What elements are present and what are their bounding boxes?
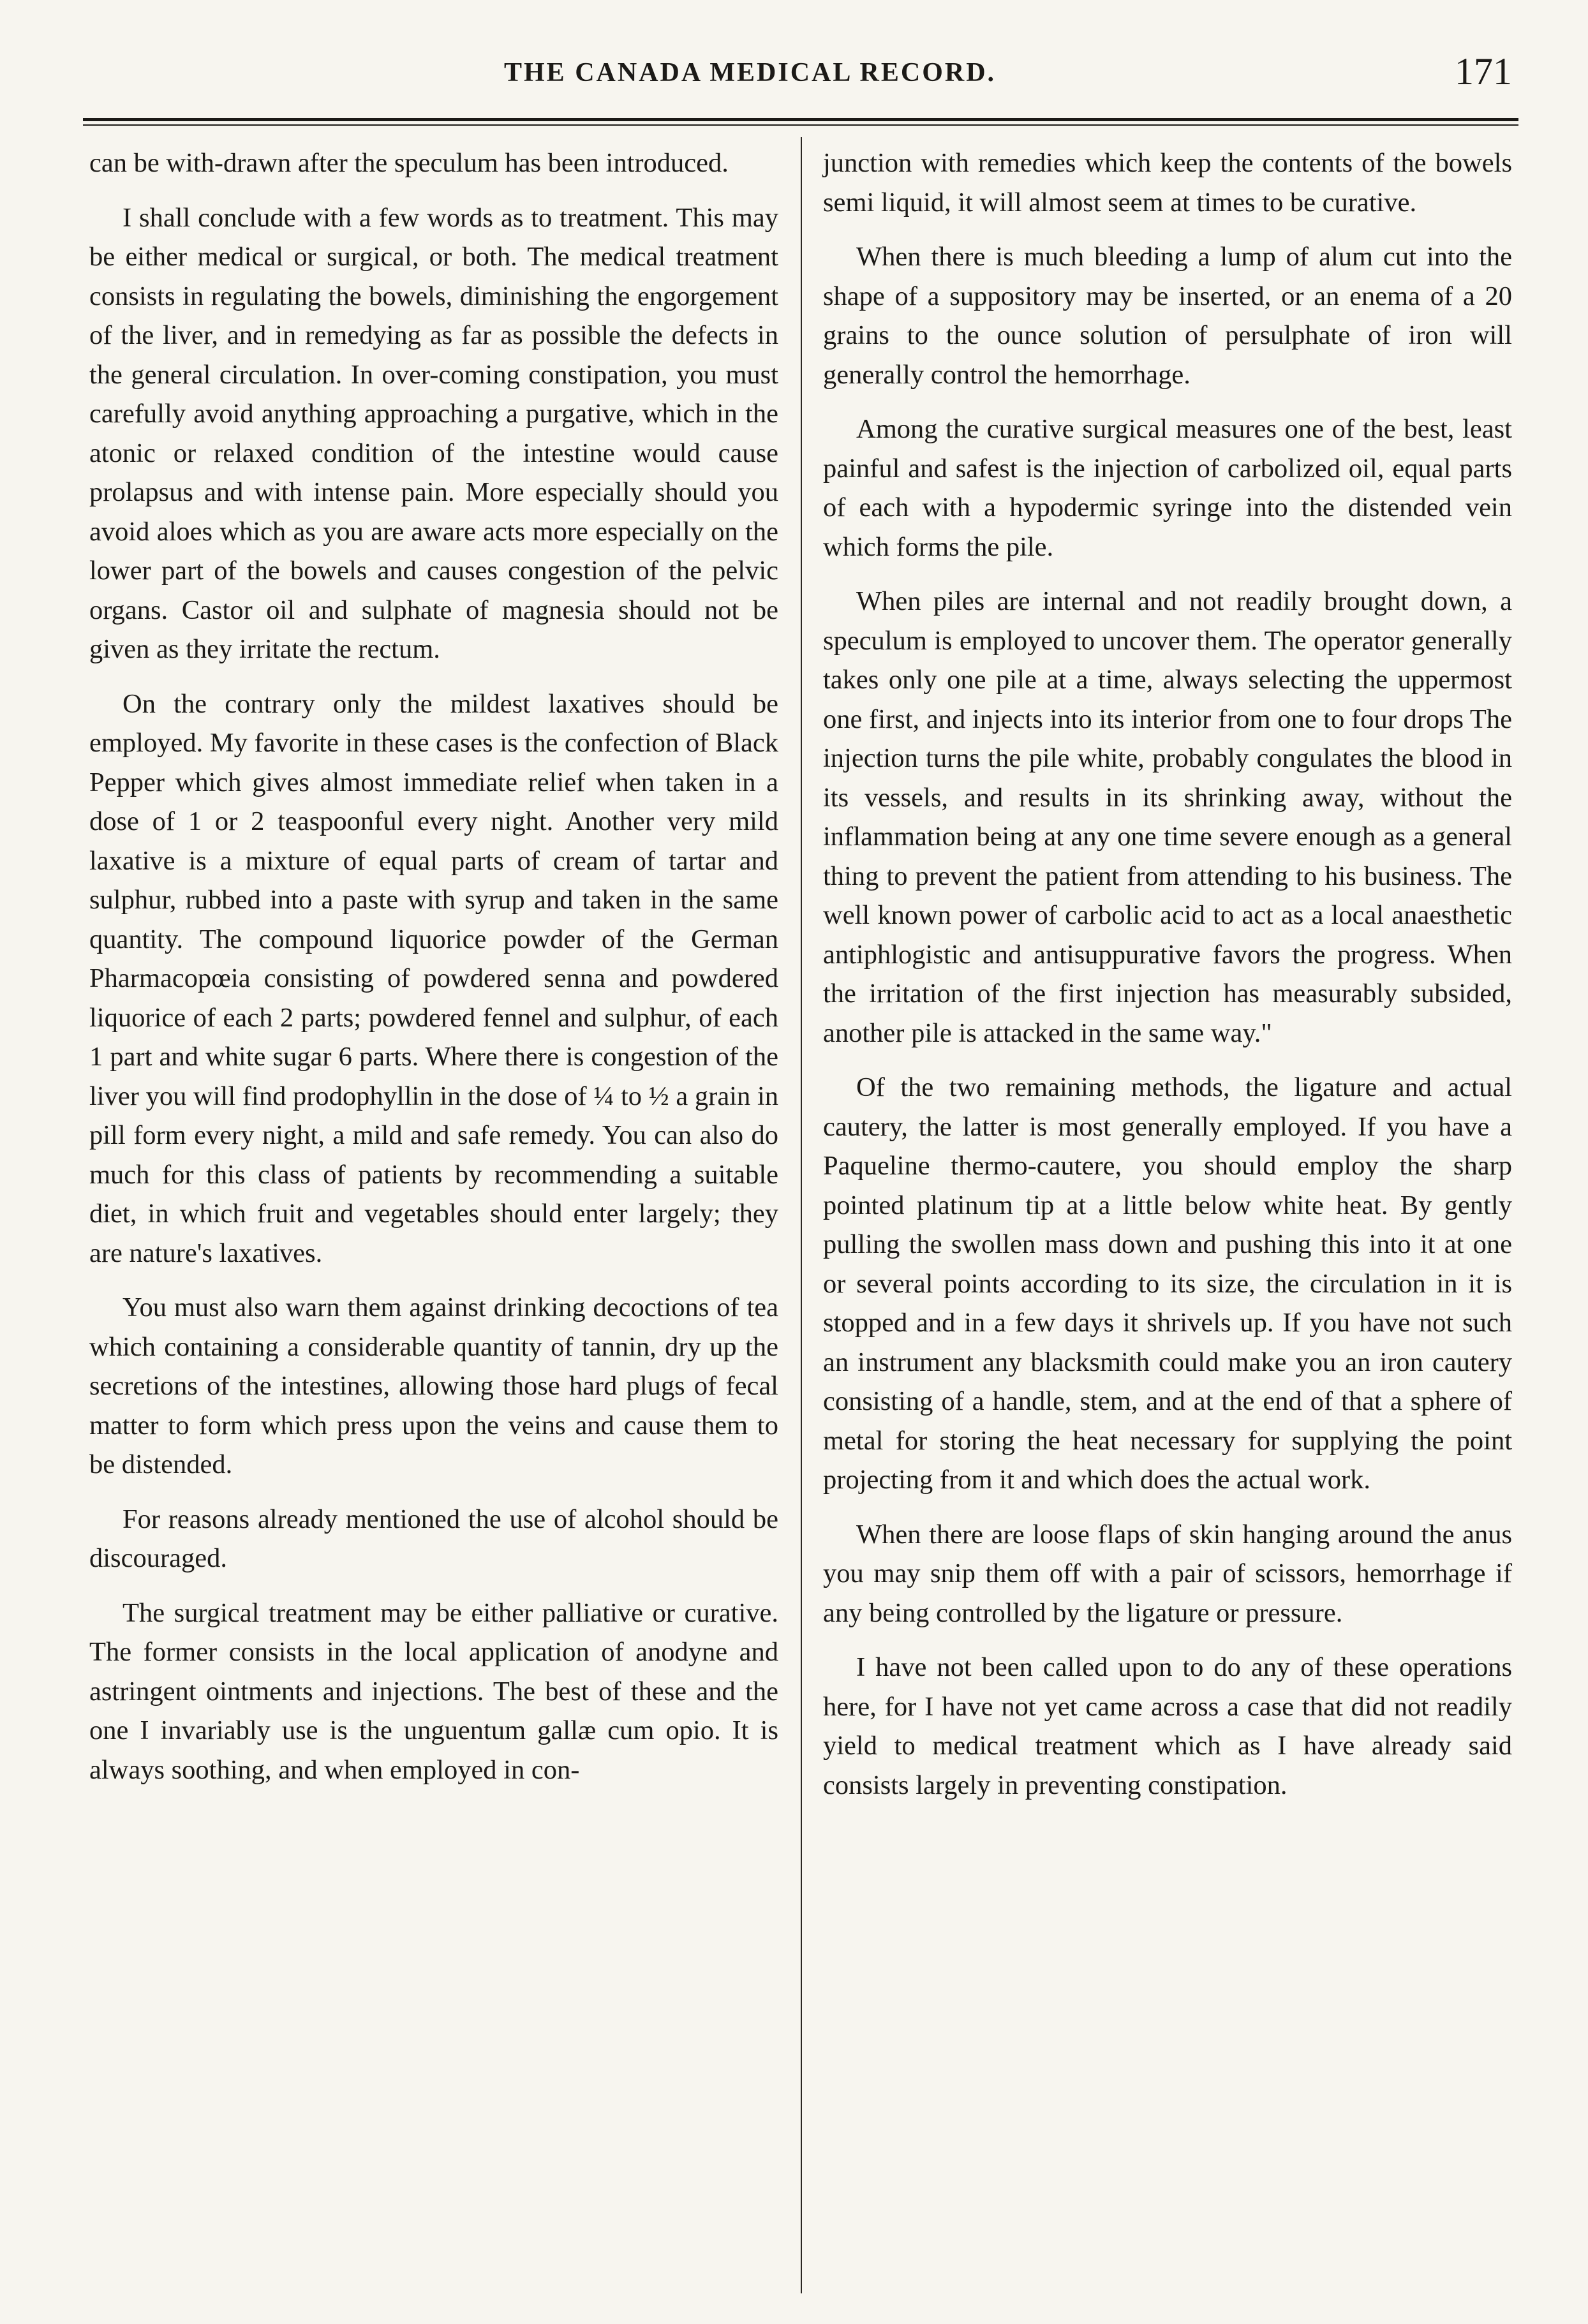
paragraph: When there are loose flaps of skin hanging around the anus you may snip them off with a pair of scissors, hemorrhage if any being controlled by the ligature or pressure. — [823, 1519, 1512, 1628]
paragraph: Among the curative surgical measures one of the best, least painful and safest is the injection of carbolized oil, equal parts of each with a hypodermic syringe into the distended vein which forms the pile. — [823, 414, 1512, 562]
paragraph: When there is much bleeding a lump of alum cut into the shape of a suppository may be inserted, or an enema of a 20 grains to the ounce solution of persulphate of iron will generally control the hemorrhage. — [823, 242, 1512, 390]
header-rule-thin — [83, 124, 1518, 126]
paragraph: can be with-drawn after the speculum has been introduced. — [89, 148, 729, 178]
column-divider — [801, 137, 802, 2293]
journal-title: THE CANADA MEDICAL RECORD. — [504, 58, 997, 87]
running-head — [83, 38, 1518, 108]
paragraph: For reasons already mentioned the use of alcohol should be discouraged. — [89, 1504, 778, 1573]
header-rule-thick — [83, 118, 1518, 121]
left-column — [89, 144, 778, 1805]
paragraph: junction with remedies which keep the contents of the bowels semi liquid, it will almost seem at times to be curative. — [823, 148, 1512, 218]
page-number: 171 — [1455, 50, 1512, 93]
paragraph: I have not been called upon to do any of these operations here, for I have not yet came across a case that did not readily yield to medical treatment which as I have already said consists largely in preventing constipation. — [823, 1652, 1512, 1800]
paragraph: Of the two remaining methods, the ligature and actual cautery, the latter is most generally employed. If you have a Paqueline thermo-cautere, you should employ the sharp pointed platinum tip at a little below white heat. By gently pulling the swollen mass down and pushing this into it at one or several points according to its size, the circulation in it is stopped and in a few days it shrivels up. If you have not such an instrument any blacksmith could make you an iron cautery consisting of a handle, stem, and at the end of that a sphere of metal for storing the heat necessary for supplying the point projecting from it and which does the actual work. — [823, 1072, 1512, 1495]
right-column — [823, 144, 1512, 1820]
paragraph: I shall conclude with a few words as to treatment. This may be either medical or surgical, or both. The medical treatment consists in regulating the bowels, diminishing the engorgement of the liver, and in remedying as far as possible the defects in the general circulation. In over-coming constipation, you must carefully avoid anything approaching a purgative, which in the atonic or relaxed condition of the intestine would cause prolapsus and with intense pain. More especially should you avoid aloes which as you are aware acts more especially on the lower part of the bowels and causes congestion of the pelvic organs. Castor oil and sulphate of magnesia should not be given as they irritate the rectum. — [89, 202, 778, 664]
paragraph: When piles are internal and not readily brought down, a speculum is employed to uncover them. The operator generally takes only one pile at a time, always selecting the uppermost one first, and injects into its interior from one to four drops The injection turns the pile white, probably congulates the blood in its vessels, and results in its shrinking away, without the inflammation being at any one time severe enough as a general thing to prevent the patient from attending to his business. The well known power of carbolic acid to act as a local anaesthetic antiphlogistic and antisuppurative favors the progress. When the irritation of the first injection has measurably subsided, another pile is attacked in the same way." — [823, 586, 1512, 1048]
paragraph: You must also warn them against drinking decoctions of tea which containing a considerable quantity of tannin, dry up the secretions of the intestines, allowing those hard plugs of fecal matter to form which press upon the veins and cause them to be distended. — [89, 1292, 778, 1479]
paragraph: On the contrary only the mildest laxatives should be employed. My favorite in these cases is the confection of Black Pepper which gives almost immediate relief when taken in a dose of 1 or 2 teaspoonful every night. Another very mild laxative is a mixture of equal parts of cream of tartar and sulphur, rubbed into a paste with syrup and taken in the same quantity. The compound liquorice powder of the German Pharmacopœia consisting of powdered senna and powdered liquorice of each 2 parts; powdered fennel and sulphur, of each 1 part and white sugar 6 parts. Where there is congestion of the liver you will find prodophyllin in the dose of ¼ to ½ a grain in pill form every night, a mild and safe remedy. You can also do much for this class of patients by recommending a suitable diet, in which fruit and vegetables should enter largely; they are nature's laxatives. — [89, 688, 778, 1268]
paragraph: The surgical treatment may be either palliative or curative. The former consists in the local application of anodyne and astringent ointments and injections. The best of these and the one I invariably use is the unguentum gallæ cum opio. It is always soothing, and when employed in con- — [89, 1597, 778, 1785]
